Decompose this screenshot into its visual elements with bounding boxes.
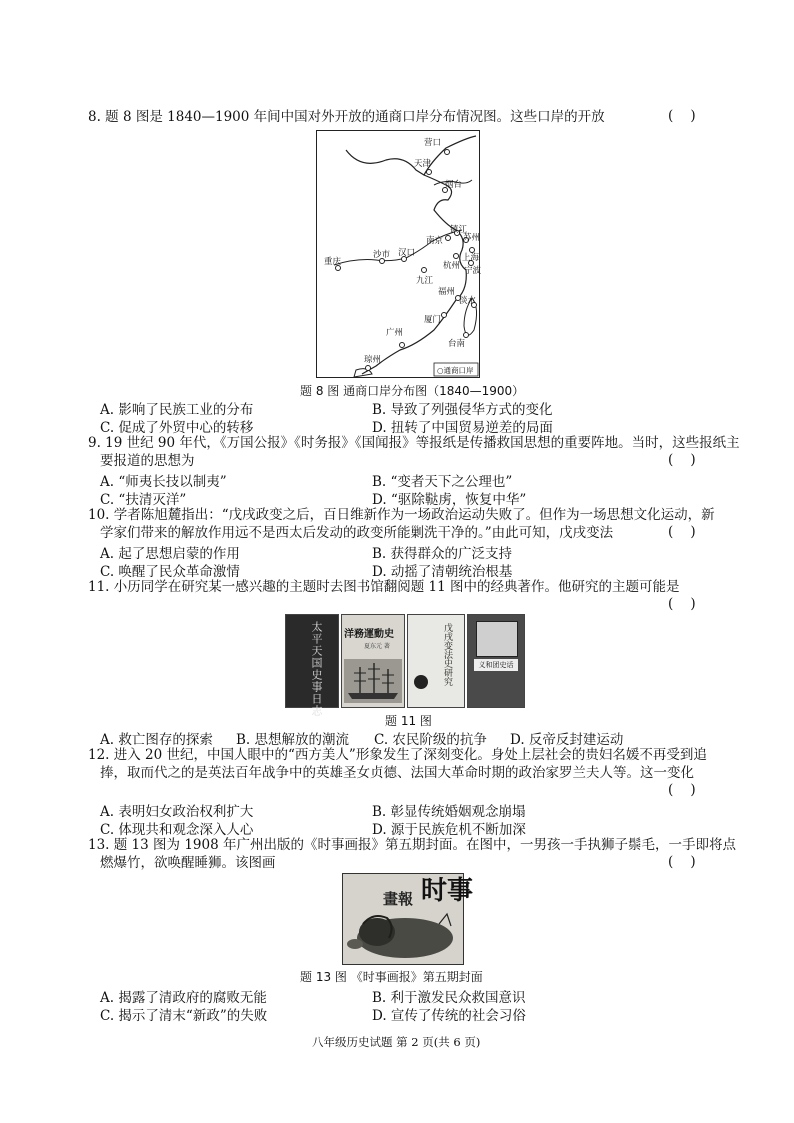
port-jiujiang-marker — [422, 268, 427, 273]
port-qiongzhou-marker — [366, 366, 371, 371]
q9-stem-line2: 要报道的思想为 — [100, 453, 195, 469]
book-title: 洋務運動史 — [344, 629, 394, 640]
q13-option-d[interactable]: D. 宣传了传统的社会习俗 — [372, 1008, 526, 1024]
book-yihetuan — [467, 614, 525, 708]
q8-option-c[interactable]: C. 促成了外贸中心的转移 — [100, 420, 254, 436]
port-label: 重庆 — [324, 257, 342, 267]
q12-option-c[interactable]: C. 体现共和观念深入人心 — [100, 822, 254, 838]
port-yingkou-marker — [445, 150, 450, 155]
page-footer: 八年级历史试题 第 2 页(共 6 页) — [312, 1035, 481, 1049]
port-hangzhou-marker — [454, 254, 459, 259]
q8-stem: 8. 题 8 图是 1840—1900 年间中国对外开放的通商口岸分布情况图。这些口岸的开放 — [88, 109, 605, 125]
q12-stem-line1: 12. 进入 20 世纪，中国人眼中的“西方美人”形象发生了深刻变化。身处上层社会的贵妇名媛不再受到追 — [88, 747, 707, 763]
q12-option-b[interactable]: B. 彰显传统婚姻观念崩塌 — [372, 804, 526, 820]
port-label: 福州 — [438, 287, 456, 297]
port-label: 淡水 — [459, 296, 477, 306]
port-label: 沙市 — [373, 250, 391, 260]
q8-answer-paren[interactable]: ( ) — [668, 108, 696, 124]
q8-option-b[interactable]: B. 导致了列强侵华方式的变化 — [372, 402, 553, 418]
port-tianjin-marker — [427, 170, 432, 175]
q13-option-a[interactable]: A. 揭露了清政府的腐败无能 — [100, 990, 267, 1006]
q8-caption: 题 8 图 通商口岸分布图（1840—1900） — [300, 384, 525, 398]
warship-illustration — [344, 659, 402, 703]
books-figure — [285, 614, 525, 717]
port-label: 苏州 — [463, 233, 481, 243]
q9-stem-line1: 9. 19 世纪 90 年代，《万国公报》《时务报》《国闻报》等报纸是传播救国思想的重要阵地。当时，这些报纸主 — [88, 435, 740, 451]
magazine-cover — [342, 873, 474, 965]
port-guangzhou-marker — [400, 343, 405, 348]
q11-option-a[interactable]: A. 救亡图存的探索 — [100, 732, 213, 748]
port-label: 天津 — [414, 159, 432, 169]
q11-stem: 11. 小历同学在研究某一感兴趣的主题时去图书馆翻阅题 11 图中的经典著作。他研究的主题可能是 — [88, 579, 680, 595]
port-tainan-marker — [464, 333, 469, 338]
port-label: 烟台 — [445, 180, 463, 190]
q10-stem-line2: 学家们带来的解放作用远不是西太后发动的政变所能剿洗干净的。”由此可知，戊戌变法 — [100, 525, 614, 541]
q9-option-b[interactable]: B. “变者天下之公理也” — [372, 474, 513, 490]
book-title: 太平天国史事日志 — [310, 621, 323, 717]
port-label: 镇江 — [450, 225, 468, 235]
map-legend: ○通商口岸 — [437, 366, 474, 375]
q12-stem-line2: 捧，取而代之的是英法百年战争中的英雄圣女贞德、法国大革命时期的政治家罗兰夫人等。这一变化 — [100, 765, 694, 781]
book-author: 夏东元 著 — [364, 643, 390, 650]
q11-option-c[interactable]: C. 农民阶级的抗争 — [374, 732, 487, 748]
q11-answer-paren[interactable]: ( ) — [668, 596, 696, 612]
port-xiamen-marker — [442, 313, 447, 318]
port-label: 汉口 — [398, 248, 416, 258]
book-emblem — [414, 675, 428, 689]
book-taiping — [285, 614, 339, 717]
book-title: 义和团史话 — [474, 659, 518, 671]
q12-option-a[interactable]: A. 表明妇女政治权利扩大 — [100, 804, 254, 820]
q9-option-c[interactable]: C. “扶清灭洋” — [100, 492, 187, 508]
q11-caption: 题 11 图 — [385, 714, 432, 728]
q11-option-b[interactable]: B. 思想解放的潮流 — [236, 732, 350, 748]
q9-option-d[interactable]: D. “驱除鞑虏，恢复中华” — [372, 492, 527, 508]
q13-caption: 题 13 图 《时事画报》第五期封面 — [300, 970, 483, 984]
port-label: 南京 — [426, 236, 444, 246]
port-label: 杭州 — [443, 261, 461, 271]
port-label: 宁波 — [464, 266, 482, 276]
book-wuxu — [407, 614, 465, 708]
q10-option-b[interactable]: B. 获得群众的广泛支持 — [372, 546, 513, 562]
q12-answer-paren[interactable]: ( ) — [668, 782, 696, 798]
q13-option-b[interactable]: B. 利于激发民众救国意识 — [372, 990, 526, 1006]
q10-option-d[interactable]: D. 动摇了清朝统治根基 — [372, 564, 513, 580]
port-nanjing-marker — [446, 236, 451, 241]
q10-option-c[interactable]: C. 唤醒了民众革命激情 — [100, 564, 240, 580]
cover-subtitle: 畫報 — [383, 890, 414, 908]
treaty-port-map — [316, 130, 480, 378]
port-label: 上海 — [462, 253, 480, 263]
q9-answer-paren[interactable]: ( ) — [668, 452, 696, 468]
q10-option-a[interactable]: A. 起了思想启蒙的作用 — [100, 546, 240, 562]
sleeping-lion-illustration — [343, 904, 463, 964]
q8-option-a[interactable]: A. 影响了民族工业的分布 — [100, 402, 254, 418]
q13-option-c[interactable]: C. 揭示了清末“新政”的失败 — [100, 1008, 268, 1024]
book-yangwu — [341, 614, 405, 708]
q10-answer-paren[interactable]: ( ) — [668, 524, 696, 540]
port-label: 营口 — [424, 138, 442, 148]
q13-answer-paren[interactable]: ( ) — [668, 854, 696, 870]
port-label: 九江 — [416, 276, 434, 286]
cover-title: 时事 — [421, 876, 474, 906]
q10-stem-line1: 10. 学者陈旭麓指出：“戊戌政变之后，百日维新作为一场政治运动失败了。但作为一场思想文化运动，新 — [88, 507, 715, 523]
book-cover-art — [476, 621, 518, 657]
port-label: 台南 — [448, 339, 466, 349]
q13-stem-line1: 13. 题 13 图为 1908 年广州出版的《时事画报》第五期封面。在图中，一男孩一手执狮子鬃毛，一手即将点 — [88, 837, 736, 853]
port-label: 琼州 — [364, 355, 382, 365]
book-title: 戊戌变法史研究 — [442, 623, 452, 686]
q13-stem-line2: 燃爆竹，欲唤醒睡狮。该图画 — [100, 855, 276, 871]
q11-option-d[interactable]: D. 反帝反封建运动 — [510, 732, 624, 748]
port-label: 厦门 — [424, 315, 442, 325]
port-label: 广州 — [386, 328, 404, 338]
port-shanghai-marker — [470, 248, 475, 253]
q12-option-d[interactable]: D. 源于民族危机不断加深 — [372, 822, 526, 838]
q9-option-a[interactable]: A. “师夷长技以制夷” — [100, 474, 227, 490]
q8-option-d[interactable]: D. 扭转了中国贸易逆差的局面 — [372, 420, 553, 436]
